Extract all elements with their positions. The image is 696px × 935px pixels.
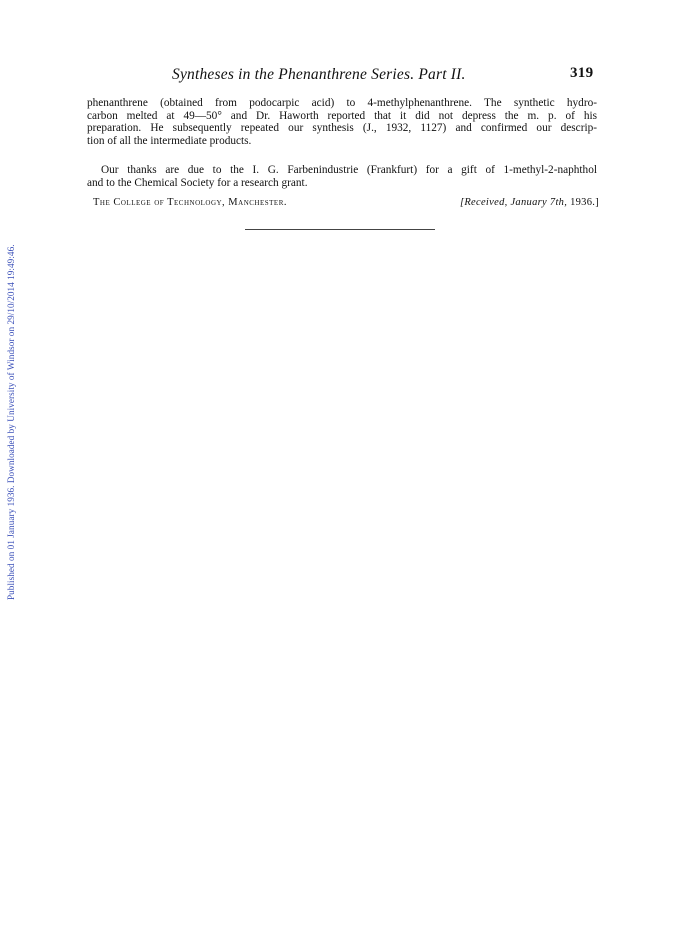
paragraph-line: preparation. He subsequently repeated our synthesis (J., 1932, 1127) and confirmed our descrip-	[87, 122, 597, 135]
received-prefix: [Received, January 7th,	[459, 197, 571, 208]
page-number: 319	[570, 65, 594, 81]
paragraph-line: and to the Chemical Society for a research grant.	[87, 176, 308, 189]
acknowledgement-paragraph	[87, 164, 597, 189]
publication-stamp	[4, 160, 16, 600]
paragraph-1	[87, 97, 597, 147]
paragraph-line: phenanthrene (obtained from podocarpic acid) to 4-methylphenanthrene. The synthetic hydro-	[87, 97, 597, 109]
footer-row	[87, 197, 599, 211]
paragraph-line: tion of all the intermediate products.	[87, 134, 252, 147]
received-year: 1936.]	[570, 197, 599, 208]
affiliation: The College of Technology, Manchester.	[93, 197, 287, 208]
paragraph-line: Our thanks are due to the I. G. Farbenindustrie (Frankfurt) for a gift of 1-methyl-2-naphthol	[101, 164, 597, 176]
running-title: Syntheses in the Phenanthrene Series. Part II.	[172, 66, 466, 83]
received-date	[460, 197, 599, 208]
publication-stamp-text: Published on 01 January 1936. Downloaded by University of Windsor on 29/10/2014 19:49:46.	[6, 244, 16, 600]
paragraph-line: carbon melted at 49—50° and Dr. Haworth reported that it did not depress the m. p. of his	[87, 109, 597, 122]
section-divider	[245, 229, 435, 230]
